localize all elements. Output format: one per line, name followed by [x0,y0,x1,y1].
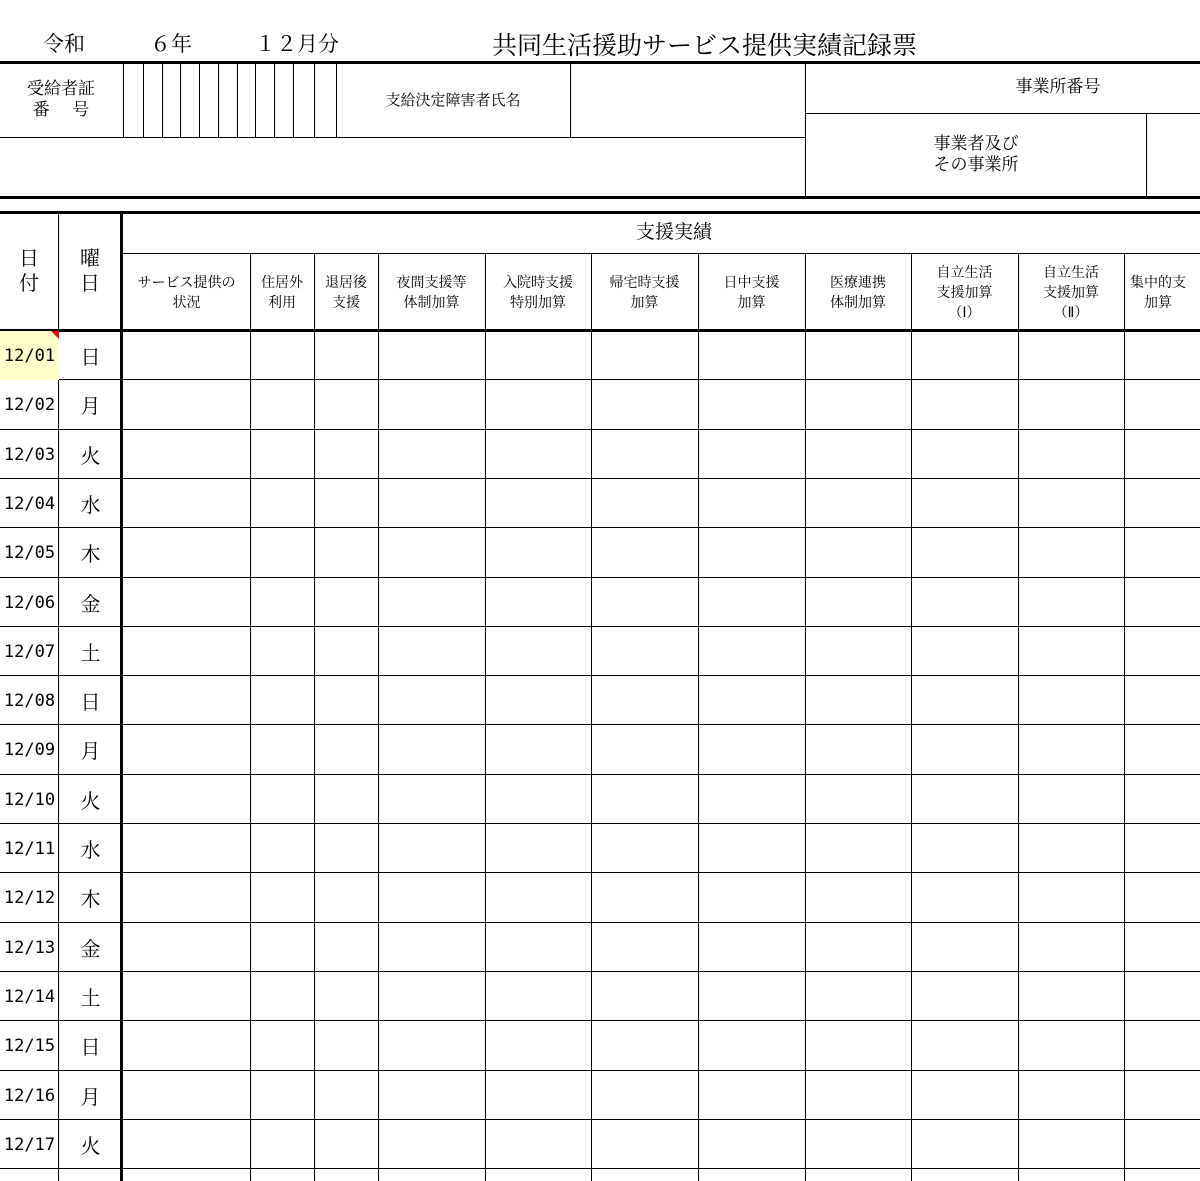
support-cell-col-4[interactable] [379,972,484,1020]
support-cell-col-9[interactable] [912,627,1017,675]
support-cell-col-4[interactable] [379,775,484,823]
column-header-11: 集中的支 加算 [1130,274,1186,311]
column-header-10: 自立生活 支援加算 （Ⅱ） [1043,264,1099,322]
support-cell-col-7[interactable] [699,430,804,478]
support-cell-col-4[interactable] [379,725,484,773]
day-of-week-cell: 火 [80,789,101,813]
support-cell-col-9[interactable] [912,528,1017,576]
support-cell-col-1[interactable] [124,1021,249,1069]
support-cell-col-6[interactable] [592,923,697,971]
support-cell-col-6[interactable] [592,627,697,675]
support-cell-col-3[interactable] [315,627,377,675]
support-cell-col-5[interactable] [486,528,590,576]
support-cell-col-7[interactable] [699,1071,804,1119]
support-cell-col-7[interactable] [699,923,804,971]
date-cell[interactable]: 12/17 [3,1134,56,1155]
row-divider [0,1168,1200,1169]
support-cell-col-8[interactable] [806,972,910,1020]
support-cell-col-3[interactable] [315,380,377,428]
support-cell-col-5[interactable] [486,479,590,527]
support-cell-col-1[interactable] [124,380,249,428]
support-cell-col-7[interactable] [699,824,804,872]
support-cell-col-10[interactable] [1019,331,1123,379]
date-cell[interactable]: 12/03 [3,444,56,465]
table-row [0,1120,1200,1168]
support-cell-col-7[interactable] [699,331,804,379]
support-cell-col-11[interactable] [1125,725,1199,773]
support-cell-col-9[interactable] [912,1120,1017,1168]
support-cell-col-11[interactable] [1125,775,1199,823]
support-cell-col-5[interactable] [486,430,590,478]
support-cell-col-3[interactable] [315,331,377,379]
support-cell-col-7[interactable] [699,1120,804,1168]
support-cell-col-3[interactable] [315,824,377,872]
support-cell-col-10[interactable] [1019,479,1123,527]
support-cell-col-2[interactable] [251,479,313,527]
support-cell-col-9[interactable] [912,824,1017,872]
support-cell-col-2[interactable] [251,578,313,626]
business-label: 事業者及び その事業所 [933,133,1019,175]
date-cell[interactable]: 12/16 [3,1085,56,1106]
support-cell-col-4[interactable] [379,1071,484,1119]
support-cell-col-5[interactable] [486,578,590,626]
table-row [0,725,1200,773]
cert-digit-divider [218,62,219,138]
column-header-7: 日中支援 加算 [723,274,780,311]
support-cell-col-9[interactable] [912,775,1017,823]
support-cell-col-2[interactable] [251,725,313,773]
date-cell[interactable]: 12/14 [3,986,56,1007]
support-cell-col-6[interactable] [592,1071,697,1119]
day-of-week-cell: 日 [80,690,101,714]
support-cell-col-11[interactable] [1125,923,1199,971]
business-name-field[interactable] [1148,114,1200,196]
support-cell-col-4[interactable] [379,479,484,527]
support-cell-col-3[interactable] [315,972,377,1020]
support-cell-col-2[interactable] [251,1120,313,1168]
cert-digit-divider [237,62,238,138]
support-cell-col-4[interactable] [379,528,484,576]
support-cell-col-11[interactable] [1125,331,1199,379]
column-header-1: サービス提供の 状況 [137,274,236,311]
dow-header: 曜 日 [80,246,100,295]
support-cell-col-9[interactable] [912,578,1017,626]
support-cell-col-6[interactable] [592,380,697,428]
support-cell-col-9[interactable] [912,923,1017,971]
support-cell-col-8[interactable] [806,873,910,921]
support-cell-col-7[interactable] [699,972,804,1020]
support-cell-col-5[interactable] [486,676,590,724]
support-cell-col-9[interactable] [912,1071,1017,1119]
page-title: 共同生活援助サービス提供実績記録票 [492,31,918,60]
recipient-cert-label: 受給者証 番 号 [27,78,95,120]
header-row-divider [0,137,806,138]
cert-label-border [123,62,124,138]
support-cell-col-4[interactable] [379,430,484,478]
support-cell-col-4[interactable] [379,627,484,675]
comment-marker-icon[interactable] [51,331,59,339]
cert-digit-divider [293,62,294,138]
support-cell-col-6[interactable] [592,578,697,626]
support-cell-col-7[interactable] [699,775,804,823]
support-cell-col-4[interactable] [379,824,484,872]
date-cell[interactable]: 12/12 [3,887,56,908]
support-cell-col-4[interactable] [379,1021,484,1069]
year-label: ６年 [150,32,192,56]
cert-digit-divider [255,62,256,138]
support-cell-col-10[interactable] [1019,1120,1123,1168]
support-cell-col-11[interactable] [1125,676,1199,724]
support-cell-col-7[interactable] [699,676,804,724]
support-cell-col-9[interactable] [912,873,1017,921]
support-cell-col-11[interactable] [1125,1120,1199,1168]
support-cell-col-2[interactable] [251,380,313,428]
support-cell-col-1[interactable] [124,725,249,773]
support-cell-col-8[interactable] [806,380,910,428]
support-cell-col-1[interactable] [124,1120,249,1168]
table-row [0,430,1200,478]
support-cell-col-8[interactable] [806,430,910,478]
support-cell-col-8[interactable] [806,578,910,626]
support-cell-col-3[interactable] [315,430,377,478]
support-cell-col-10[interactable] [1019,725,1123,773]
day-of-week-cell: 木 [80,887,101,911]
support-cell-col-1[interactable] [124,627,249,675]
support-cell-col-6[interactable] [592,972,697,1020]
support-cell-col-7[interactable] [699,1021,804,1069]
support-cell-col-7[interactable] [699,873,804,921]
column-header-5: 入院時支援 特別加算 [503,274,573,311]
day-of-week-cell: 土 [80,641,101,665]
table-row [0,627,1200,675]
support-cell-col-10[interactable] [1019,578,1123,626]
support-cell-col-10[interactable] [1019,972,1123,1020]
support-cell-col-3[interactable] [315,873,377,921]
support-cell-col-2[interactable] [251,972,313,1020]
support-cell-col-4[interactable] [379,676,484,724]
support-cell-col-6[interactable] [592,528,697,576]
cert-digit-divider [143,62,144,138]
support-cell-col-2[interactable] [251,873,313,921]
support-cell-col-1[interactable] [124,331,249,379]
column-header-3: 退居後 支援 [325,274,367,311]
support-cell-col-2[interactable] [251,775,313,823]
support-cell-col-2[interactable] [251,331,313,379]
table-row [0,923,1200,971]
support-cell-col-3[interactable] [315,479,377,527]
table-row [0,578,1200,626]
support-cell-col-5[interactable] [486,1021,590,1069]
support-cell-col-10[interactable] [1019,528,1123,576]
support-cell-col-1[interactable] [124,676,249,724]
support-cell-col-8[interactable] [806,627,910,675]
day-of-week-cell: 金 [80,592,101,616]
support-cell-col-3[interactable] [315,1071,377,1119]
support-cell-col-6[interactable] [592,725,697,773]
table-row [0,775,1200,823]
office-number-label: 事業所番号 [1015,77,1101,98]
support-cell-col-11[interactable] [1125,627,1199,675]
table-row [0,1071,1200,1119]
support-cell-col-7[interactable] [699,725,804,773]
table-row [0,676,1200,724]
day-of-week-cell: 月 [80,394,101,418]
support-cell-col-10[interactable] [1019,775,1123,823]
support-cell-col-9[interactable] [912,479,1017,527]
day-of-week-cell: 水 [80,838,101,862]
support-cell-col-10[interactable] [1019,873,1123,921]
support-cell-col-4[interactable] [379,1120,484,1168]
support-cell-col-6[interactable] [592,775,697,823]
support-cell-col-2[interactable] [251,1021,313,1069]
support-cell-col-8[interactable] [806,331,910,379]
support-cell-col-11[interactable] [1125,479,1199,527]
support-cell-col-6[interactable] [592,824,697,872]
support-cell-col-4[interactable] [379,578,484,626]
support-cell-col-6[interactable] [592,1120,697,1168]
support-cell-col-11[interactable] [1125,578,1199,626]
date-cell[interactable]: 12/09 [3,739,56,760]
support-cell-col-5[interactable] [486,923,590,971]
support-cell-col-8[interactable] [806,479,910,527]
column-header-2: 住居外 利用 [261,274,303,311]
support-group-divider [122,253,1200,254]
column-header-4: 夜間支援等 体制加算 [396,274,467,311]
support-cell-col-2[interactable] [251,923,313,971]
date-cell[interactable]: 12/01 [0,331,59,380]
column-header-8: 医療連携 体制加算 [830,274,886,311]
day-of-week-cell: 水 [80,493,101,517]
support-cell-col-1[interactable] [124,972,249,1020]
support-cell-col-1[interactable] [124,923,249,971]
table-row [0,824,1200,872]
support-cell-col-2[interactable] [251,528,313,576]
date-cell[interactable]: 12/10 [3,789,56,810]
support-cell-col-11[interactable] [1125,873,1199,921]
cert-digit-divider [314,62,315,138]
column-header-9: 自立生活 支援加算 （Ⅰ） [936,264,993,322]
support-cell-col-8[interactable] [806,1120,910,1168]
support-cell-col-4[interactable] [379,380,484,428]
support-cell-col-10[interactable] [1019,676,1123,724]
support-cell-col-3[interactable] [315,1021,377,1069]
support-cell-col-7[interactable] [699,479,804,527]
support-cell-col-5[interactable] [486,824,590,872]
support-cell-col-3[interactable] [315,775,377,823]
support-cell-col-3[interactable] [315,578,377,626]
support-cell-col-3[interactable] [315,1120,377,1168]
support-cell-col-2[interactable] [251,824,313,872]
support-cell-col-11[interactable] [1125,380,1199,428]
support-cell-col-5[interactable] [486,627,590,675]
support-cell-col-5[interactable] [486,1071,590,1119]
support-cell-col-1[interactable] [124,430,249,478]
era-label: 令和 [43,32,85,56]
support-cell-col-5[interactable] [486,380,590,428]
support-cell-col-2[interactable] [251,430,313,478]
support-cell-col-1[interactable] [124,528,249,576]
support-cell-col-9[interactable] [912,972,1017,1020]
table-row [0,479,1200,527]
date-cell[interactable]: 12/07 [3,641,56,662]
table-row [0,972,1200,1020]
support-cell-col-7[interactable] [699,380,804,428]
support-cell-col-4[interactable] [379,923,484,971]
support-cell-col-1[interactable] [124,824,249,872]
support-cell-col-8[interactable] [806,1071,910,1119]
support-cell-col-6[interactable] [592,331,697,379]
cert-digit-divider [199,62,200,138]
date-cell[interactable]: 12/06 [3,592,56,613]
support-cell-col-7[interactable] [699,578,804,626]
date-cell[interactable]: 12/04 [3,493,56,514]
support-cell-col-9[interactable] [912,331,1017,379]
support-cell-col-6[interactable] [592,1021,697,1069]
day-of-week-cell: 金 [80,937,101,961]
day-of-week-cell: 月 [80,1085,101,1109]
support-cell-col-1[interactable] [124,1071,249,1119]
support-cell-col-7[interactable] [699,528,804,576]
date-cell[interactable]: 12/02 [3,394,56,415]
support-cell-col-10[interactable] [1019,430,1123,478]
support-cell-col-4[interactable] [379,873,484,921]
support-cell-col-1[interactable] [124,479,249,527]
decision-person-label: 支給決定障害者氏名 [385,90,521,109]
cert-digit-divider [274,62,275,138]
support-cell-col-10[interactable] [1019,380,1123,428]
support-cell-col-6[interactable] [592,676,697,724]
date-cell[interactable]: 12/13 [3,937,56,958]
support-cell-col-8[interactable] [806,528,910,576]
support-results-header: 支援実績 [635,221,712,244]
date-cell[interactable]: 12/15 [3,1035,56,1056]
support-cell-col-11[interactable] [1125,528,1199,576]
support-cell-col-11[interactable] [1125,824,1199,872]
header-bottom-border [0,196,1200,199]
support-cell-col-8[interactable] [806,725,910,773]
table-row [0,528,1200,576]
support-cell-col-3[interactable] [315,923,377,971]
date-header: 日 付 [19,246,39,295]
support-cell-col-1[interactable] [124,775,249,823]
day-of-week-cell: 火 [80,1134,101,1158]
support-cell-col-7[interactable] [699,627,804,675]
date-cell[interactable]: 12/05 [3,542,56,563]
support-cell-col-11[interactable] [1125,430,1199,478]
day-of-week-cell: 日 [80,1035,101,1059]
support-cell-col-10[interactable] [1019,1021,1123,1069]
support-cell-col-10[interactable] [1019,627,1123,675]
support-cell-col-9[interactable] [912,380,1017,428]
support-cell-col-3[interactable] [315,528,377,576]
support-cell-col-9[interactable] [912,430,1017,478]
table-row [0,1021,1200,1069]
column-header-6: 帰宅時支援 加算 [609,274,680,311]
support-cell-col-8[interactable] [806,923,910,971]
day-of-week-cell: 木 [80,542,101,566]
support-cell-col-8[interactable] [806,775,910,823]
support-cell-col-3[interactable] [315,725,377,773]
day-of-week-cell: 日 [80,345,101,369]
support-cell-col-2[interactable] [251,627,313,675]
support-cell-col-11[interactable] [1125,1071,1199,1119]
support-cell-col-11[interactable] [1125,972,1199,1020]
support-cell-col-9[interactable] [912,676,1017,724]
support-cell-col-8[interactable] [806,676,910,724]
support-cell-col-6[interactable] [592,430,697,478]
support-cell-col-9[interactable] [912,1021,1017,1069]
support-cell-col-11[interactable] [1125,1021,1199,1069]
support-cell-col-4[interactable] [379,331,484,379]
date-cell[interactable]: 12/11 [3,838,56,859]
support-cell-col-10[interactable] [1019,824,1123,872]
support-cell-col-5[interactable] [486,331,590,379]
support-cell-col-9[interactable] [912,725,1017,773]
date-cell[interactable]: 12/08 [3,690,56,711]
support-cell-col-10[interactable] [1019,1071,1123,1119]
table-row [0,331,1200,379]
support-cell-col-3[interactable] [315,676,377,724]
day-of-week-cell: 火 [80,444,101,468]
day-of-week-cell: 土 [80,986,101,1010]
support-cell-col-5[interactable] [486,725,590,773]
cert-digit-divider [180,62,181,138]
support-cell-col-8[interactable] [806,1021,910,1069]
support-cell-col-10[interactable] [1019,923,1123,971]
support-cell-col-5[interactable] [486,775,590,823]
business-label-border [1146,113,1147,197]
support-cell-col-5[interactable] [486,1120,590,1168]
decision-person-name-field[interactable] [571,64,804,136]
support-cell-col-2[interactable] [251,1071,313,1119]
table-row [0,380,1200,428]
support-cell-col-2[interactable] [251,676,313,724]
support-cell-col-5[interactable] [486,972,590,1020]
support-cell-col-6[interactable] [592,479,697,527]
support-cell-col-5[interactable] [486,873,590,921]
table-row [0,873,1200,921]
day-of-week-cell: 月 [80,739,101,763]
support-cell-col-1[interactable] [124,873,249,921]
cert-digit-divider [162,62,163,138]
month-label: １２月分 [255,32,339,56]
support-cell-col-6[interactable] [592,873,697,921]
support-cell-col-8[interactable] [806,824,910,872]
support-cell-col-1[interactable] [124,578,249,626]
